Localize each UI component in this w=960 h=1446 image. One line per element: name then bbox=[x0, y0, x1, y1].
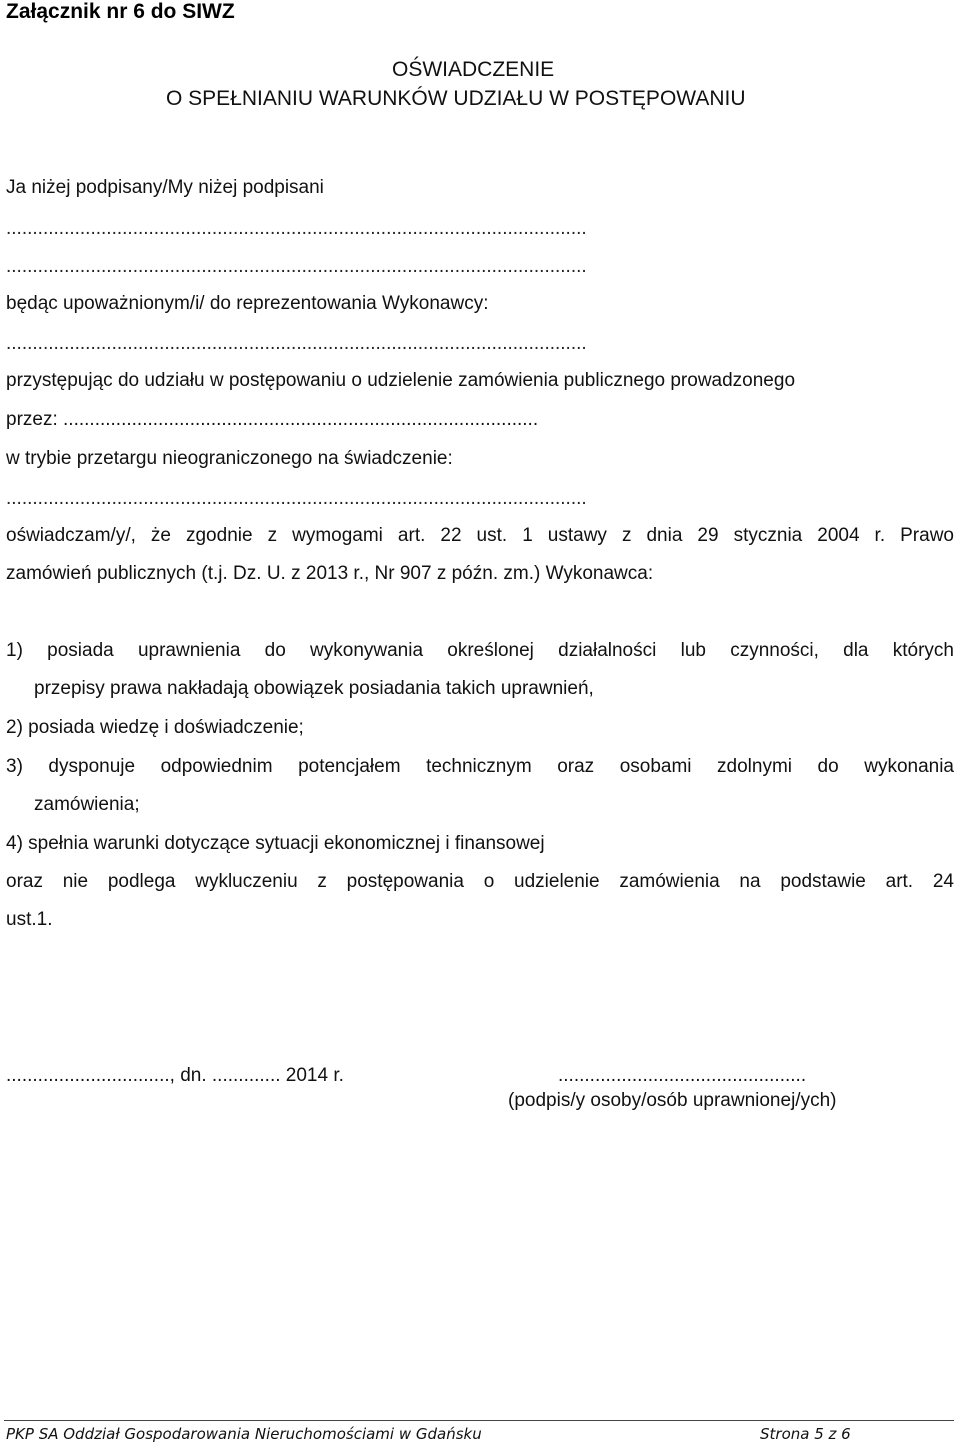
exclusion-text-line-2: ust.1. bbox=[6, 909, 53, 930]
fill-line-service: .............................................................................................................. bbox=[6, 488, 587, 509]
list-item: 3) dysponuje odpowiednim potencjałem technicznym oraz osobami zdolnymi do wykonania bbox=[6, 756, 954, 777]
declaration-text-line-1: oświadczam/y/, że zgodnie z wymogami art. 22 ust. 1 ustawy z dnia 29 stycznia 2004 r. Prawo bbox=[6, 525, 954, 546]
fill-line-signatory-2: .............................................................................................................. bbox=[6, 256, 587, 277]
proceeding-text: przystępując do udziału w postępowaniu o udzielenie zamówienia publicznego prowadzonego bbox=[6, 370, 796, 391]
proceeding-by-line: przez: .......................................................................................... bbox=[6, 409, 539, 430]
document-title: OŚWIADCZENIE bbox=[392, 58, 555, 81]
exclusion-text-line-1: oraz nie podlega wykluczeniu z postępowania o udzielenie zamówienia na podstawie art. 24 bbox=[6, 871, 954, 892]
declaration-text-line-2: zamówień publicznych (t.j. Dz. U. z 2013 r., Nr 907 z późn. zm.) Wykonawca: bbox=[6, 563, 654, 584]
page-number: Strona 5 z 6 bbox=[760, 1425, 851, 1443]
signature-fill-line: ............................................... bbox=[558, 1065, 807, 1086]
authorized-label: będąc upoważnionym/i/ do reprezentowania Wykonawcy: bbox=[6, 293, 489, 314]
list-item-continuation: przepisy prawa nakładają obowiązek posiadania takich uprawnień, bbox=[34, 678, 594, 699]
document-subtitle: O SPEŁNIANIU WARUNKÓW UDZIAŁU W POSTĘPOWANIU bbox=[166, 87, 746, 110]
list-item: 1) posiada uprawnienia do wykonywania określonej działalności lub czynności, dla których bbox=[6, 640, 954, 661]
list-item: 2) posiada wiedzę i doświadczenie; bbox=[6, 717, 304, 738]
attachment-label: Załącznik nr 6 do SIWZ bbox=[6, 0, 235, 23]
signatories-label: Ja niżej podpisany/My niżej podpisani bbox=[6, 177, 324, 198]
list-item: 4) spełnia warunki dotyczące sytuacji ekonomicznej i finansowej bbox=[6, 833, 545, 854]
footer-organization: PKP SA Oddział Gospodarowania Nieruchomościami w Gdańsku bbox=[6, 1425, 482, 1443]
place-date-line: ..............................., dn. ............. 2014 r. bbox=[6, 1065, 344, 1086]
list-item-continuation: zamówienia; bbox=[34, 794, 140, 815]
footer-divider bbox=[4, 1420, 954, 1421]
fill-line-contractor: .............................................................................................................. bbox=[6, 333, 587, 354]
fill-line-signatory-1: .............................................................................................................. bbox=[6, 218, 587, 239]
tender-mode-text: w trybie przetargu nieograniczonego na świadczenie: bbox=[6, 448, 453, 469]
signature-caption: (podpis/y osoby/osób uprawnionej/ych) bbox=[508, 1090, 837, 1111]
